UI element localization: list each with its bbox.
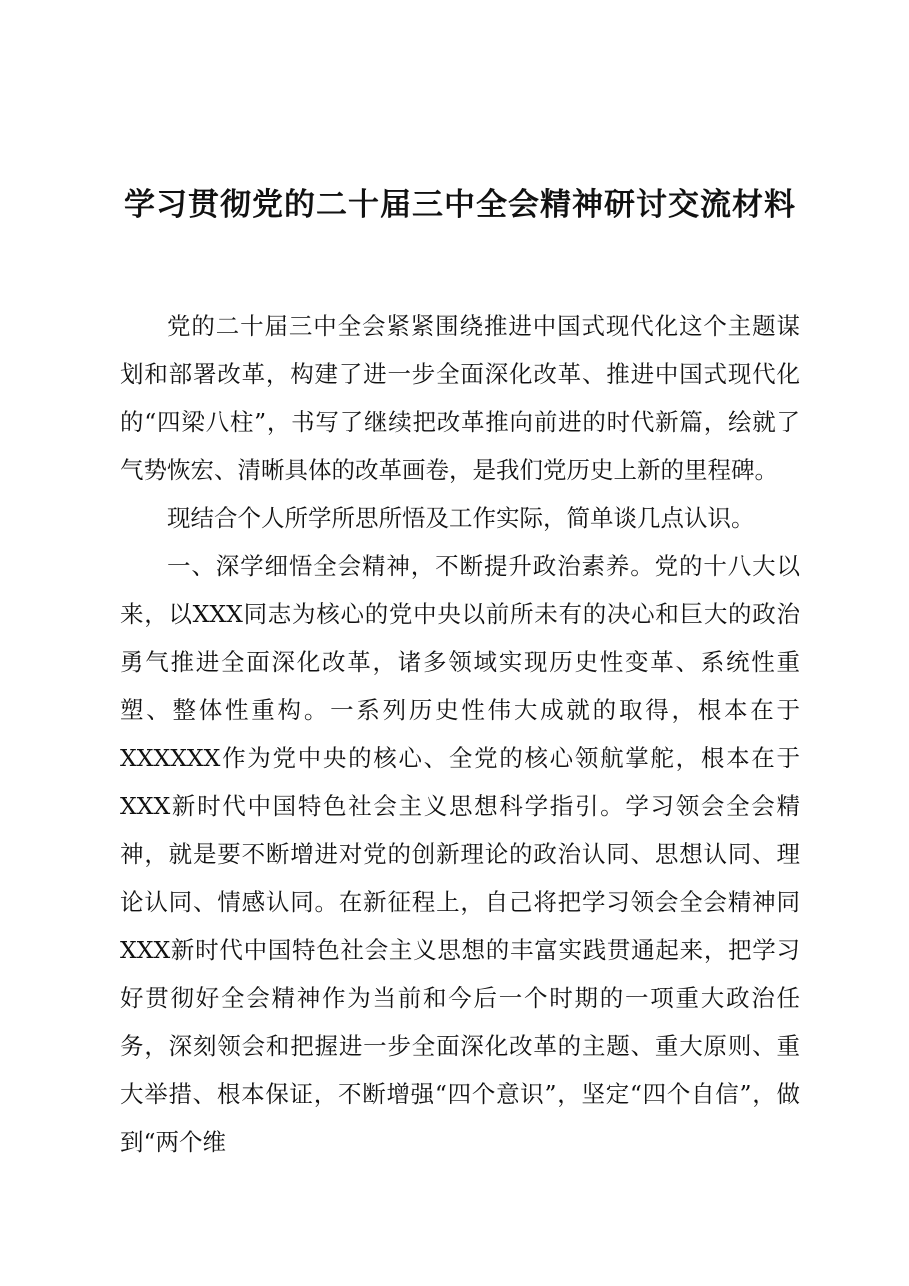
paragraph-summary: 现结合个人所学所思所悟及工作实际，简单谈几点认识。 bbox=[167, 504, 755, 532]
document-body bbox=[120, 302, 800, 1166]
document-title: 学习贯彻党的二十届三中全会精神研讨交流材料 bbox=[124, 187, 796, 223]
paragraph-intro: 党的二十届三中全会紧紧围绕推进中国式现代化这个主题谋划和部署改革，构建了进一步全面深化改革、推进中国式现代化的“四梁八柱”，书写了继续把改革推向前进的时代新篇，绘就了气势恢宏、清晰具体的改革画卷，是我们党历史上新的里程碑。 bbox=[120, 312, 800, 484]
paragraph-section-one: 一、深学细悟全会精神，不断提升政治素养。党的十八大以来，以XXX同志为核心的党中央以前所未有的决心和巨大的政治勇气推进全面深化改革，诸多领域实现历史性变革、系统性重塑、整体性重构。一系列历史性伟大成就的取得，根本在于XXXXXX作为党中央的核心、全党的核心领航掌舵，根本在于XXX新时代中国特色社会主义思想科学指引。学习领会全会精神，就是要不断增进对党的创新理论的政治认同、思想认同、理论认同、情感认同。在新征程上，自己将把学习领会全会精神同XXX新时代中国特色社会主义思想的丰富实践贯通起来，把学习好贯彻好全会精神作为当前和今后一个时期的一项重大政治任务，深刻领会和把握进一步全面深化改革的主题、重大原则、重大举措、根本保证，不断增强“四个意识”，坚定“四个自信”，做到“两个维 bbox=[120, 552, 800, 1156]
